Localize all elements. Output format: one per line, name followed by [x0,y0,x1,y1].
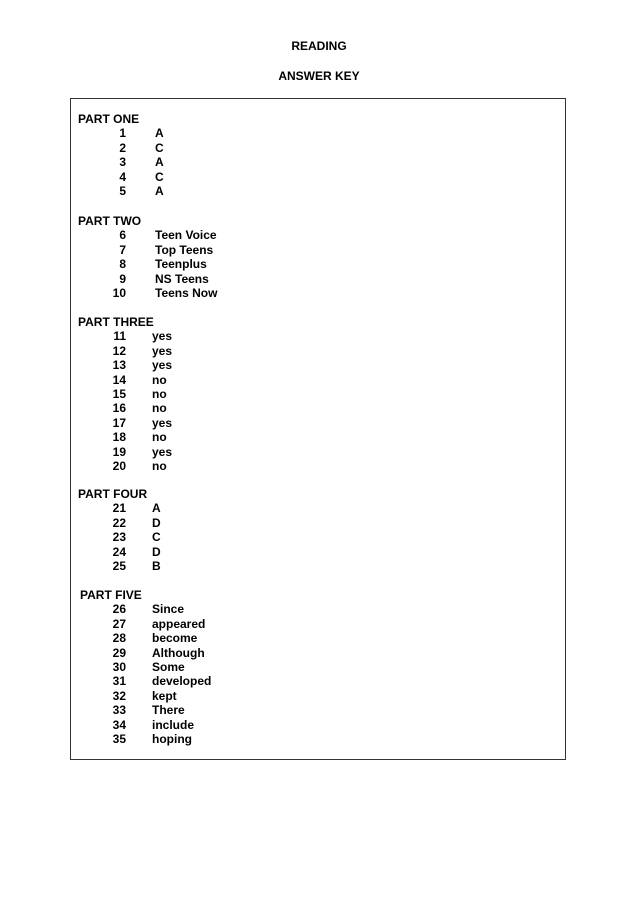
question-number: 35 [112,732,126,746]
answer-row [71,387,471,401]
question-number: 5 [119,184,126,198]
answer-row [71,631,471,645]
answer-row [71,646,471,660]
answer-row [71,689,471,703]
question-number: 8 [119,257,126,272]
answer-value: D [152,544,161,559]
question-number: 22 [112,515,126,530]
answer-row [71,674,471,688]
answer-value: A [152,501,161,516]
part-label: PART TWO [78,214,142,228]
page-subtitle: ANSWER KEY [278,69,360,83]
question-number: 18 [112,430,126,445]
answer-value: A [155,184,164,198]
answer-value: Some [152,660,185,674]
answer-value: appeared [152,616,206,631]
answer-value: developed [152,674,212,689]
question-number: 13 [112,358,126,373]
answer-row [71,602,471,616]
answer-value: Since [152,602,185,617]
answer-value: A [155,126,164,141]
question-number: 15 [112,387,126,401]
answer-row [71,732,471,746]
answer-key-box [70,98,566,760]
question-number: 21 [112,501,126,516]
answer-value: Top Teens [155,242,214,257]
question-number: 19 [112,444,126,459]
question-number: 31 [112,674,126,689]
answer-row [71,272,471,286]
question-number: 2 [119,140,126,155]
answer-value: C [155,140,164,155]
answer-row [71,445,471,459]
answer-row [71,170,471,184]
answer-value: no [152,372,167,387]
question-number: 29 [112,645,126,660]
question-number: 30 [112,660,126,674]
question-number: 4 [119,169,126,184]
answer-row [71,718,471,732]
question-number: 24 [112,544,126,559]
question-number: 17 [112,415,126,430]
answer-value: hoping [152,732,192,746]
question-number: 9 [119,271,126,286]
answer-value: There [152,703,185,718]
answer-row [71,703,471,717]
answer-value: C [155,169,164,184]
answer-value: Teen Voice [155,228,217,243]
question-number: 23 [112,530,126,545]
question-number: 3 [119,155,126,170]
part-label: PART THREE [78,315,154,329]
answer-row [71,530,471,544]
answer-row [71,329,471,343]
question-number: 28 [112,631,126,646]
answer-row [71,155,471,169]
answer-row [71,545,471,559]
answer-row [71,459,471,473]
question-number: 25 [112,559,126,573]
answer-value: Teenplus [155,257,207,272]
question-number: 6 [119,228,126,243]
answer-row [71,126,471,140]
answer-value: yes [152,358,173,373]
answer-value: no [152,459,167,473]
part-label: PART FIVE [80,588,142,602]
page-title: READING [291,39,347,53]
answer-row [71,184,471,198]
answer-row [71,430,471,444]
answer-row [71,617,471,631]
answer-value: A [155,155,164,170]
answer-row [71,660,471,674]
answer-value: C [152,530,161,545]
question-number: 11 [113,329,126,344]
question-number: 10 [112,286,126,300]
answer-row [71,559,471,573]
answer-value: yes [152,415,173,430]
answer-value: kept [152,688,177,703]
answer-row [71,141,471,155]
answer-row [71,344,471,358]
answer-row [71,501,471,515]
answer-value: D [152,515,161,530]
answer-value: NS Teens [155,271,209,286]
answer-row [71,243,471,257]
answer-value: no [152,430,167,445]
question-number: 12 [112,343,126,358]
question-number: 27 [112,616,126,631]
question-number: 1 [119,126,126,141]
answer-value: yes [152,329,173,344]
answer-value: Although [152,645,205,660]
question-number: 33 [112,703,126,718]
question-number: 34 [112,717,126,732]
question-number: 32 [112,688,126,703]
answer-row [71,416,471,430]
answer-row [71,286,471,300]
answer-row [71,228,471,242]
answer-value: Teens Now [155,286,218,300]
answer-value: B [152,559,161,573]
answer-row [71,401,471,415]
part-label: PART ONE [78,112,140,126]
question-number: 26 [112,602,126,617]
answer-value: become [152,631,198,646]
question-number: 16 [112,401,126,416]
question-number: 20 [112,459,126,473]
question-number: 14 [112,372,126,387]
part-label: PART FOUR [78,487,148,501]
answer-value: include [152,717,195,732]
answer-value: yes [152,444,173,459]
answer-row [71,257,471,271]
answer-value: yes [152,343,173,358]
answer-row [71,373,471,387]
answer-value: no [152,387,167,401]
answer-value: no [152,401,167,416]
question-number: 7 [119,242,126,257]
answer-row [71,516,471,530]
answer-row [71,358,471,372]
